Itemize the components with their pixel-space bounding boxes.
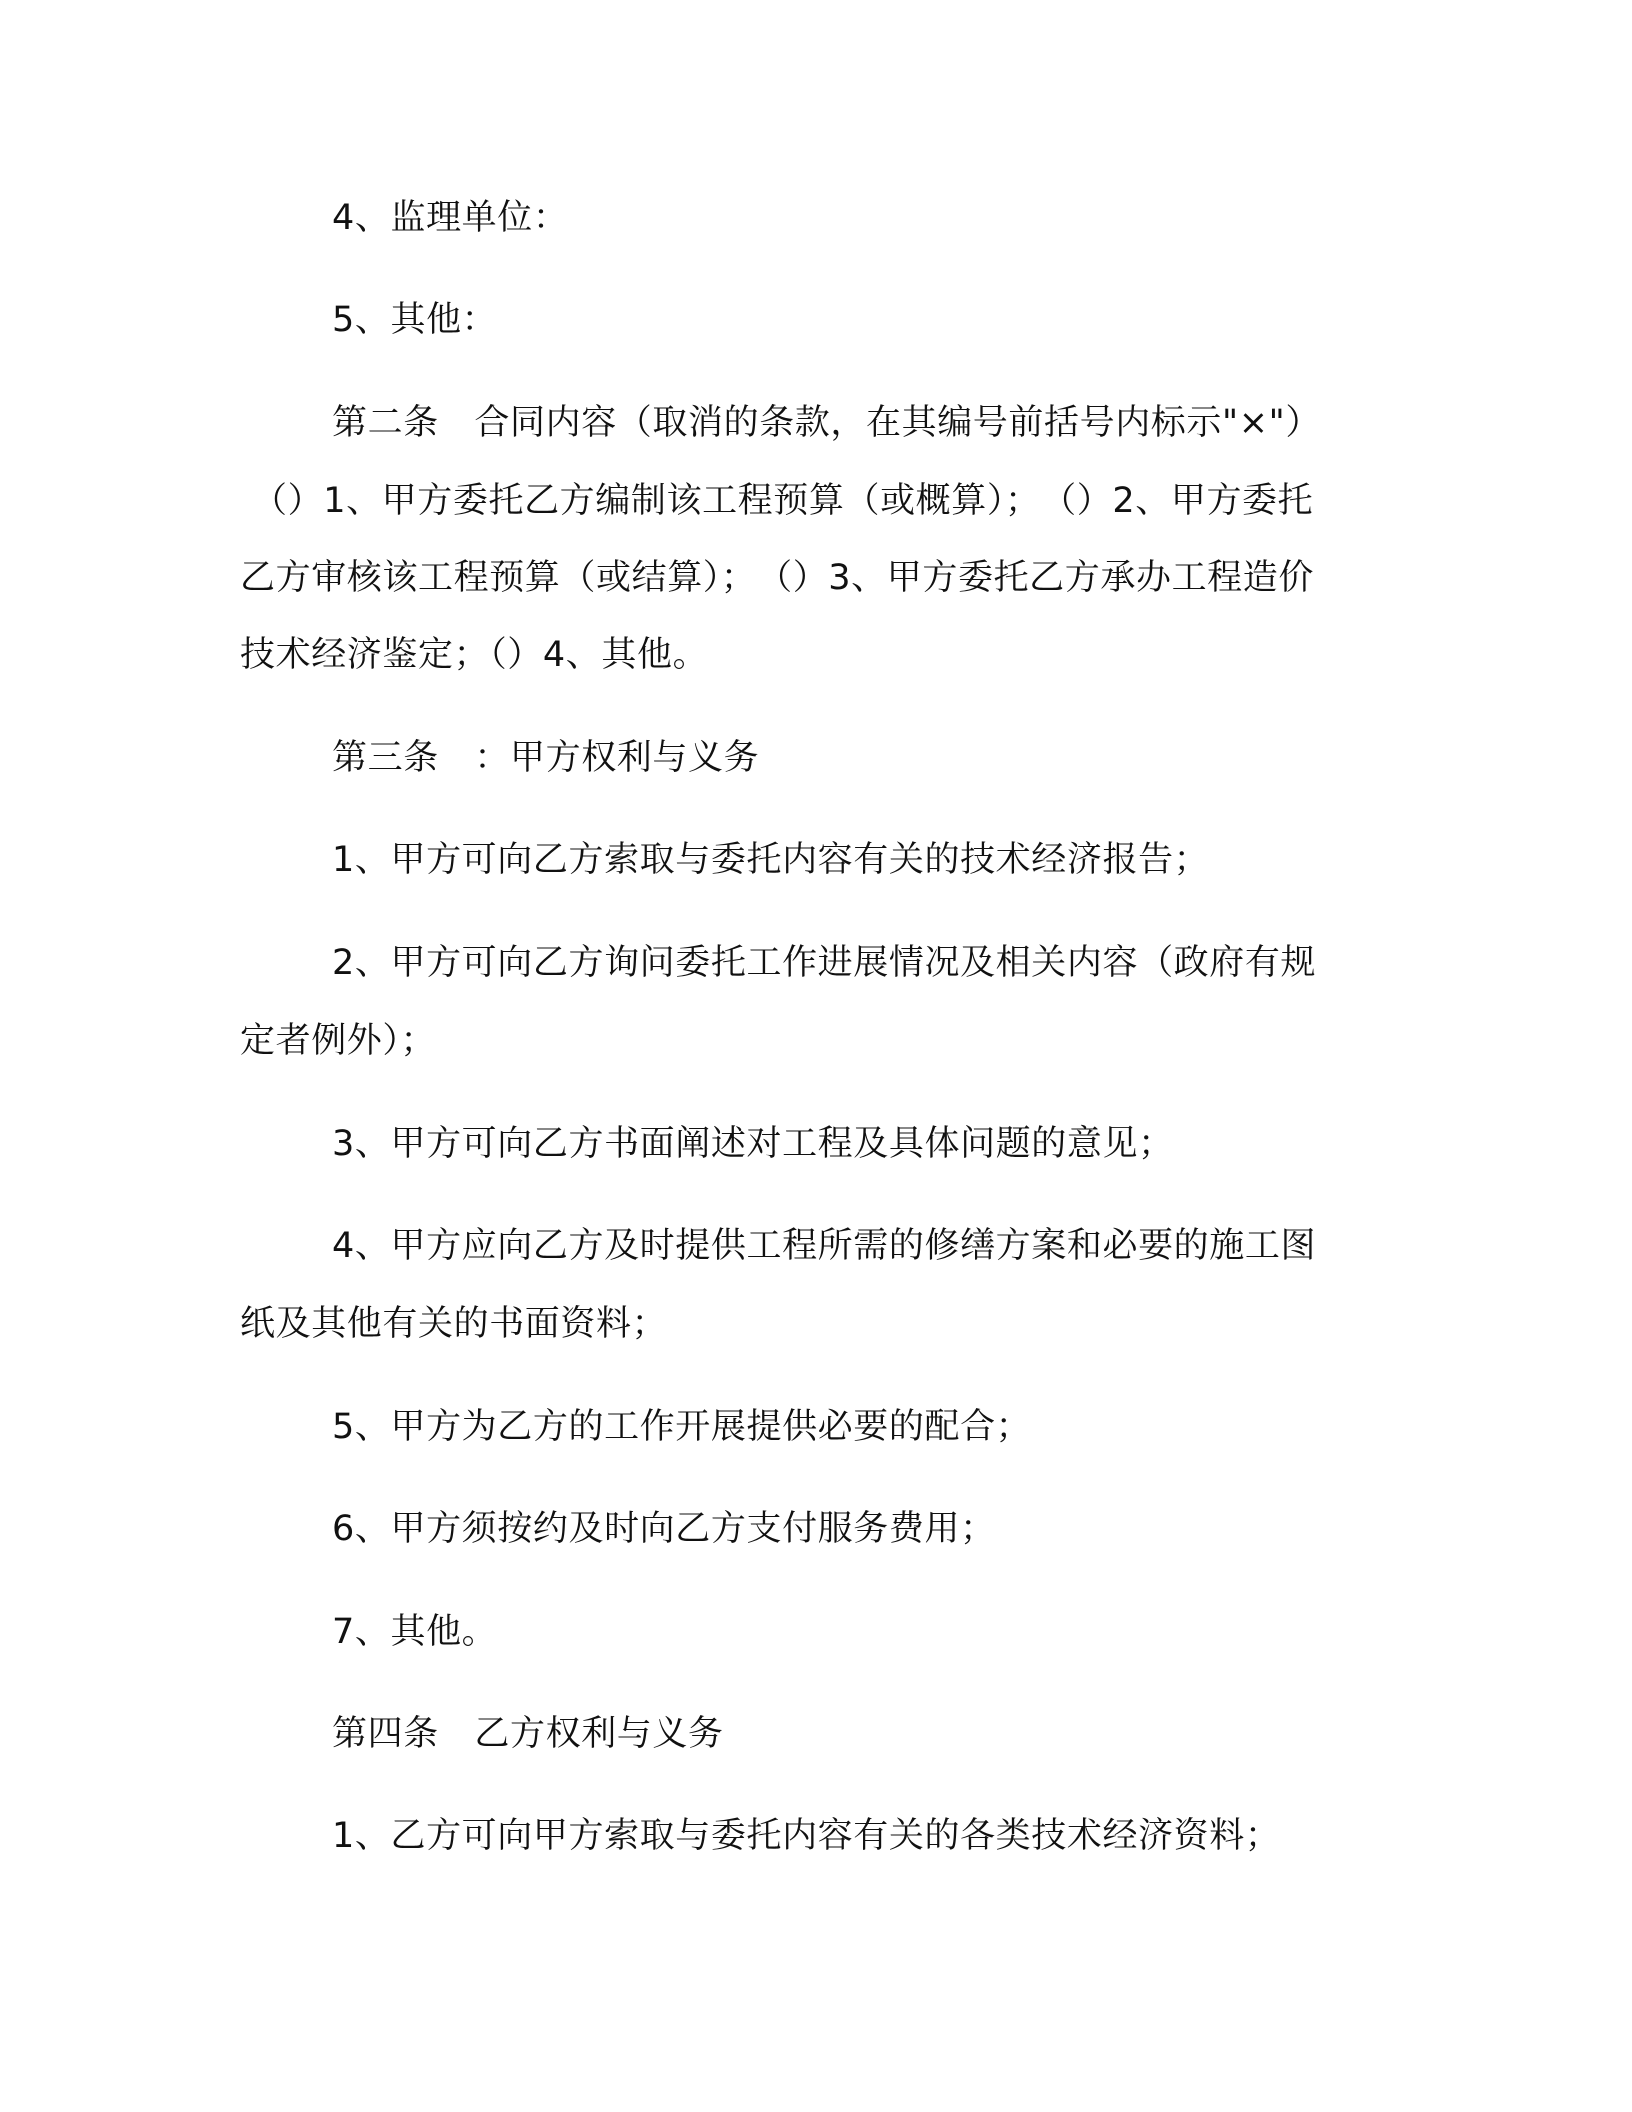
clause-4-item-1: 1、乙方可向甲方索取与委托内容有关的各类技术经济资料； [332,1816,1281,1856]
clause-2-text-line-2: 乙方审核该工程预算（或结算）； （）3、甲方委托乙方承办工程造价 [240,558,1314,598]
clause-3-item-4-line-1: 4、甲方应向乙方及时提供工程所需的修缮方案和必要的施工图 [332,1226,1317,1266]
clause-2-text-line-3: 技术经济鉴定；（）4、其他。 [240,635,709,675]
clause-1-item-4: 4、监理单位： [332,198,569,238]
clause-3-item-6: 6、甲方须按约及时向乙方支付服务费用； [332,1509,996,1549]
clause-3-item-7: 7、其他。 [332,1612,498,1652]
clause-3-item-4-line-2: 纸及其他有关的书面资料； [240,1304,668,1344]
clause-4-heading: 第四条 乙方权利与义务 [332,1714,724,1754]
clause-2-text-line-1: （）1、甲方委托乙方编制该工程预算（或概算）； （）2、甲方委托 [252,481,1314,521]
clause-3-item-1: 1、甲方可向乙方索取与委托内容有关的技术经济报告； [332,840,1210,880]
clause-2-heading: 第二条 合同内容（取消的条款，在其编号前括号内标示"×"） [332,403,1321,443]
clause-3-item-2-line-2: 定者例外）； [240,1021,437,1061]
clause-3-item-3: 3、甲方可向乙方书面阐述对工程及具体问题的意见； [332,1124,1174,1164]
clause-1-item-5: 5、其他： [332,300,498,340]
clause-3-heading: 第三条 ：甲方权利与义务 [332,738,760,778]
clause-3-item-5: 5、甲方为乙方的工作开展提供必要的配合； [332,1407,1032,1447]
clause-3-item-2-line-1: 2、甲方可向乙方询问委托工作进展情况及相关内容（政府有规 [332,943,1317,983]
